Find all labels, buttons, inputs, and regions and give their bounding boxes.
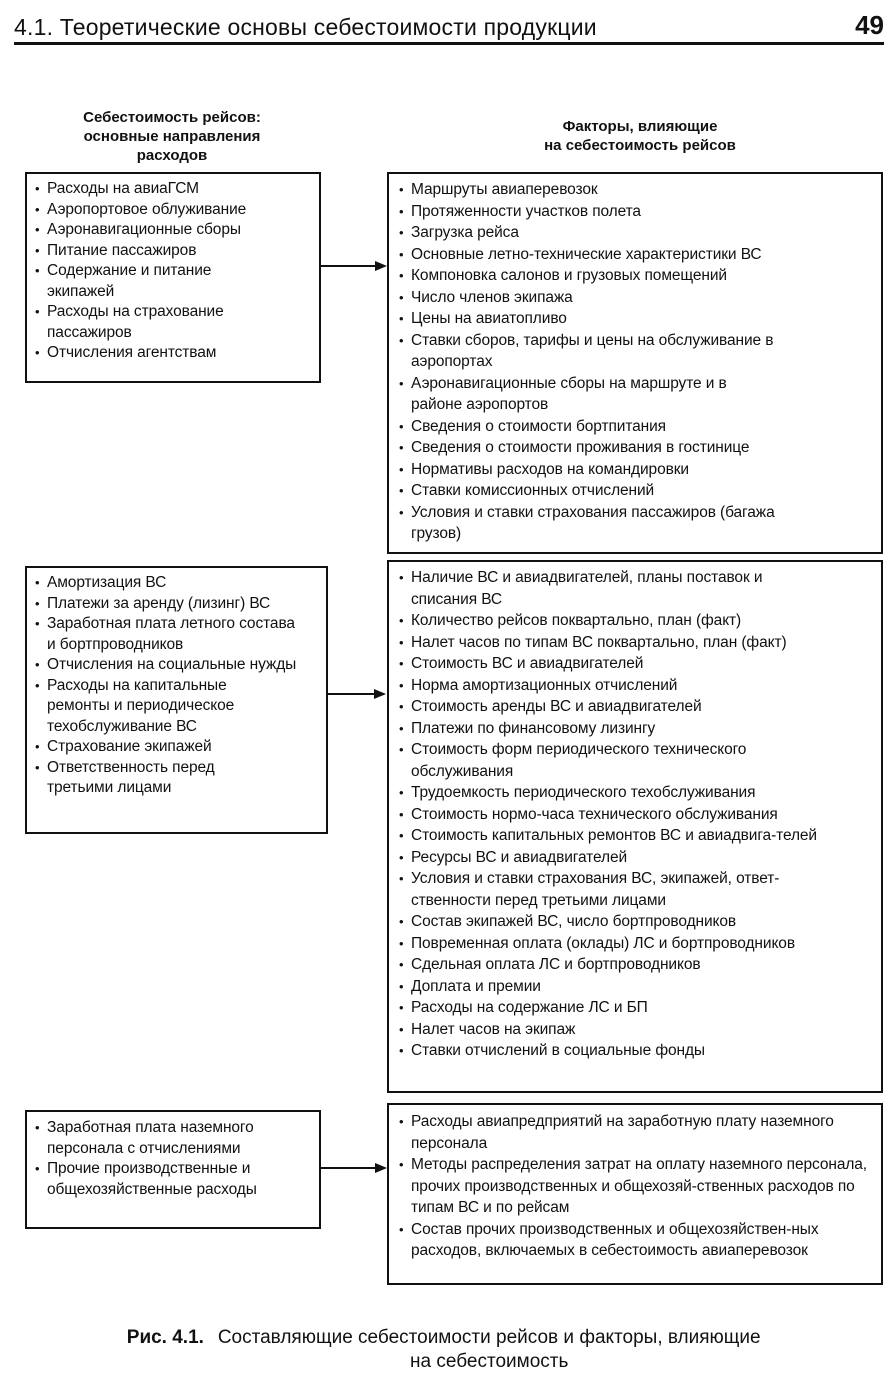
left-title-line: основные направления xyxy=(83,128,261,145)
left-title-line: расходов xyxy=(136,147,208,164)
factor-item: • Состав экипажей ВС, число бортпроводников xyxy=(399,911,871,933)
cost-item: • Отчисления на социальные нужды xyxy=(35,655,297,676)
factor-item: • Состав прочих производственных и общехозяйствен-ных расходов, включаемых в себестоимость авиаперевозок xyxy=(399,1219,861,1262)
factor-item: • Аэронавигационные сборы на маршруте и в районе аэропортов xyxy=(399,373,771,416)
factor-item: • Ставки сборов, тарифы и цены на обслуживание в аэропортах xyxy=(399,330,831,373)
factor-item: • Сдельная оплата ЛС и бортпроводников xyxy=(399,954,871,976)
figure-caption xyxy=(0,1326,896,1374)
caption-text: Составляющие себестоимости рейсов и факторы, влияющие на себестоимость xyxy=(217,1327,761,1372)
factor-item: • Стоимость нормо-часа технического обслуживания xyxy=(399,804,871,826)
factor-item: • Стоимость форм периодического технического обслуживания xyxy=(399,739,831,782)
factor-item: • Сведения о стоимости бортпитания xyxy=(399,416,871,438)
figure-label: Рис. 4.1. xyxy=(126,1327,204,1348)
right-column-title xyxy=(490,117,790,155)
cost-item: • Отчисления агентствам xyxy=(35,343,311,364)
factor-box-2 xyxy=(387,560,883,1093)
factor-item: • Расходы на содержание ЛС и БП xyxy=(399,997,871,1019)
left-title-line: Себестоимость рейсов: xyxy=(83,109,261,126)
arrow-2 xyxy=(328,686,388,702)
factor-item: • Повременная оплата (оклады) ЛС и бортпроводников xyxy=(399,933,871,955)
factor-item: • Ставки комиссионных отчислений xyxy=(399,480,871,502)
cost-box-3 xyxy=(25,1110,321,1229)
factor-item: • Протяженности участков полета xyxy=(399,201,871,223)
cost-box-1 xyxy=(25,172,321,383)
cost-item: • Питание пассажиров xyxy=(35,241,311,262)
arrow-3 xyxy=(321,1160,389,1176)
cost-item: • Содержание и питание экипажей xyxy=(35,261,247,302)
cost-item: • Аэронавигационные сборы xyxy=(35,220,311,241)
cost-item: • Аэропортовое облуживание xyxy=(35,200,311,221)
factor-item: • Загрузка рейса xyxy=(399,222,871,244)
factor-item: • Основные летно-технические характеристики ВС xyxy=(399,244,871,266)
factor-item: • Условия и ставки страхования ВС, экипажей, ответ-ственности перед третьими лицами xyxy=(399,868,851,911)
cost-box-2 xyxy=(25,566,328,834)
factor-item: • Компоновка салонов и грузовых помещений xyxy=(399,265,871,287)
cost-item: • Заработная плата наземного персонала с отчислениями xyxy=(35,1118,297,1159)
factor-item: • Налет часов на экипаж xyxy=(399,1019,871,1041)
left-column-title xyxy=(40,108,304,165)
page-number: 49 xyxy=(855,10,884,40)
factor-item: • Методы распределения затрат на оплату наземного персонала, прочих производственных и общехозяй-ственных расходов по типам ВС и по рейсам xyxy=(399,1154,871,1219)
factor-item: • Стоимость аренды ВС и авиадвигателей xyxy=(399,696,871,718)
cost-item: • Расходы на страхование пассажиров xyxy=(35,302,277,343)
factor-item: • Доплата и премии xyxy=(399,976,871,998)
factor-box-1 xyxy=(387,172,883,554)
cost-item: • Амортизация ВС xyxy=(35,573,318,594)
factor-item: • Ресурсы ВС и авиадвигателей xyxy=(399,847,871,869)
factor-item: • Налет часов по типам ВС поквартально, план (факт) xyxy=(399,632,871,654)
factor-item: • Наличие ВС и авиадвигателей, планы поставок и списания ВС xyxy=(399,567,831,610)
factor-box-3 xyxy=(387,1103,883,1285)
factor-item: • Расходы авиапредприятий на заработную плату наземного персонала xyxy=(399,1111,841,1154)
factor-item: • Трудоемкость периодического техобслуживания xyxy=(399,782,871,804)
factor-item: • Условия и ставки страхования пассажиров (багажа грузов) xyxy=(399,502,791,545)
factor-item: • Ставки отчислений в социальные фонды xyxy=(399,1040,871,1062)
factor-item: • Нормативы расходов на командировки xyxy=(399,459,871,481)
factor-item: • Стоимость ВС и авиадвигателей xyxy=(399,653,871,675)
factor-item: • Норма амортизационных отчислений xyxy=(399,675,871,697)
cost-item: • Ответственность перед третьими лицами xyxy=(35,758,247,799)
factor-item: • Число членов экипажа xyxy=(399,287,871,309)
section-title: 4.1. Теоретические основы себестоимости продукции xyxy=(14,14,597,40)
cost-item: • Заработная плата летного состава и бортпроводников xyxy=(35,614,297,655)
caption-line xyxy=(0,1326,896,1374)
cost-item: • Расходы на капитальные ремонты и периодическое техобслуживание ВС xyxy=(35,676,287,738)
factor-item: • Сведения о стоимости проживания в гостинице xyxy=(399,437,871,459)
factor-item: • Цены на авиатопливо xyxy=(399,308,871,330)
arrow-1 xyxy=(321,258,389,274)
cost-item: • Платежи за аренду (лизинг) ВС xyxy=(35,594,318,615)
factor-item: • Количество рейсов поквартально, план (факт) xyxy=(399,610,871,632)
cost-item: • Прочие производственные и общехозяйственные расходы xyxy=(35,1159,277,1200)
right-title-line: на себестоимость рейсов xyxy=(544,137,736,154)
cost-item: • Расходы на авиаГСМ xyxy=(35,179,311,200)
cost-item: • Страхование экипажей xyxy=(35,737,318,758)
factor-item: • Платежи по финансовому лизингу xyxy=(399,718,871,740)
factor-item: • Маршруты авиаперевозок xyxy=(399,179,871,201)
running-header xyxy=(14,8,884,45)
factor-item: • Стоимость капитальных ремонтов ВС и авиадвига-телей xyxy=(399,825,851,847)
right-title-line: Факторы, влияющие xyxy=(562,118,718,135)
